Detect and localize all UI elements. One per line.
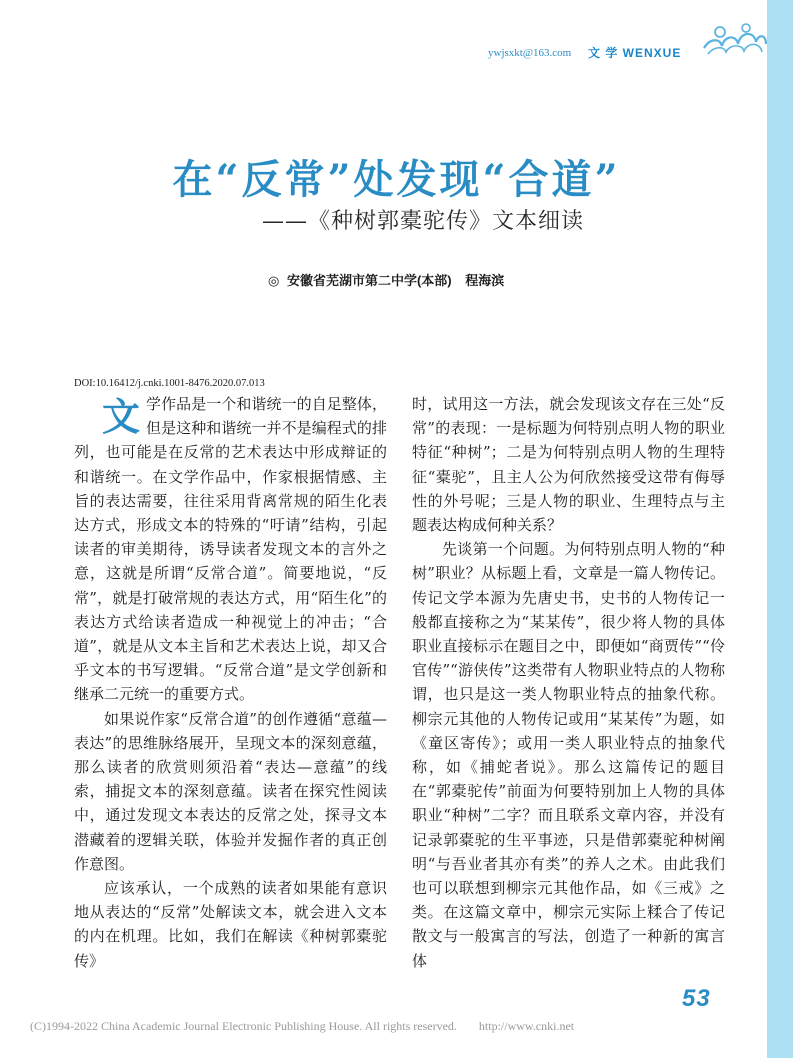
- author-name: 程海滨: [465, 273, 505, 288]
- article-subtitle: ——《种树郭橐驼传》文本细读: [262, 209, 585, 234]
- body-paragraph: [74, 392, 387, 707]
- header-section-label: 文 学 WENXUE: [588, 46, 682, 60]
- drop-cap: 文: [102, 394, 141, 439]
- body-column-right: [412, 392, 725, 973]
- byline: [268, 270, 504, 289]
- footer-url: http://www.cnki.net: [478, 1019, 575, 1033]
- cloud-wave-ornament-icon: [700, 18, 770, 64]
- paragraph-text: 学作品是一个和谐统一的自足整体，但是这种和谐统一并不是编程式的排列，也可能是在反常的艺术表达中形成辩证的和谐统一。在文学作品中，作家根据情感、主旨的表达需要，往往采用背离常规的陌生化表达方式，形成文本的特殊的“吁请”结构，引起读者的审美期待，诱导读者发现文本的言外之意，这就是所谓“反常合道”。简要地说，“反常”，就是打破常规的表达方式，用“陌生化”的表达方式给读者造成一种视觉上的冲击；“合道”，就是从文本主旨和艺术表达上说，却又合乎文本的书写逻辑。“反常合道”是文学创新和继承二元统一的重要方式。: [74, 395, 387, 704]
- page-number: 53: [682, 985, 711, 1012]
- body-column-left: [74, 392, 387, 973]
- doi-line: DOI:10.16412/j.cnki.1001-8476.2020.07.013: [74, 378, 265, 389]
- header-email: ywjsxkt@163.com: [488, 47, 572, 59]
- footer-copyright: (C)1994-2022 China Academic Journal Electronic Publishing House. All rights reserved.: [30, 1019, 457, 1033]
- footer: [30, 1019, 574, 1034]
- body-paragraph: 时，试用这一方法，就会发现该文存在三处“反常”的表现：一是标题为何特别点明人物的职业特征“种树”；二是为何特别点明人物的生理特征“橐驼”，且主人公为何欣然接受这带有侮辱性的外号呢；三是人物的职业、生理特点与主题表达构成何种关系？: [412, 395, 725, 535]
- body-paragraph: 如果说作家“反常合道”的创作遵循“意蕴—表达”的思维脉络展开，呈现文本的深刻意蕴，那么读者的欣赏则须沿着“表达—意蕴”的线索，捕捉文本的深刻意蕴。读者在探究性阅读中，通过发现文本表达的反常之处，探寻文本潜藏着的逻辑关联，体验并发掘作者的真正创作意图。: [74, 709, 387, 873]
- article-title: 在“反常”处发现“合道”: [172, 156, 621, 203]
- body-paragraph: 先谈第一个问题。为何特别点明人物的“种树”职业？从标题上看，文章是一篇人物传记。传记文学本源为先唐史书，史书的人物传记一般都直接称之为“某某传”，很少将人物的具体职业直接标示在题目之中，即便如“商贾传”“伶官传”“游侠传”这类带有人物职业特点的人物称谓，也只是这一类人物职业特点的抽象代称。柳宗元其他的人物传记或用“某某传”为题，如《童区寄传》；或用一类人职业特点的抽象代称，如《捕蛇者说》。那么这篇传记的题目在“郭橐驼传”前面为何要特别加上人物的具体职业“种树”二字？而且联系文章内容，并没有记录郭橐驼的生平事迹，只是借郭橐驼种树阐明“与吾业者其亦有类”的养人之术。由此我们也可以联想到柳宗元其他作品，如《三戒》之类。在这篇文章中，柳宗元实际上糅合了传记散文与一般寓言的写法，创造了一种新的寓言体: [412, 540, 725, 970]
- body-paragraph: 应该承认，一个成熟的读者如果能有意识地从表达的“反常”处解读文本，就会进入文本的内在机理。比如，我们在解读《种树郭橐驼传》: [74, 879, 387, 970]
- author-affiliation: 安徽省芜湖市第二中学(本部): [286, 273, 452, 288]
- affiliation-mark-icon: ◎: [268, 273, 280, 288]
